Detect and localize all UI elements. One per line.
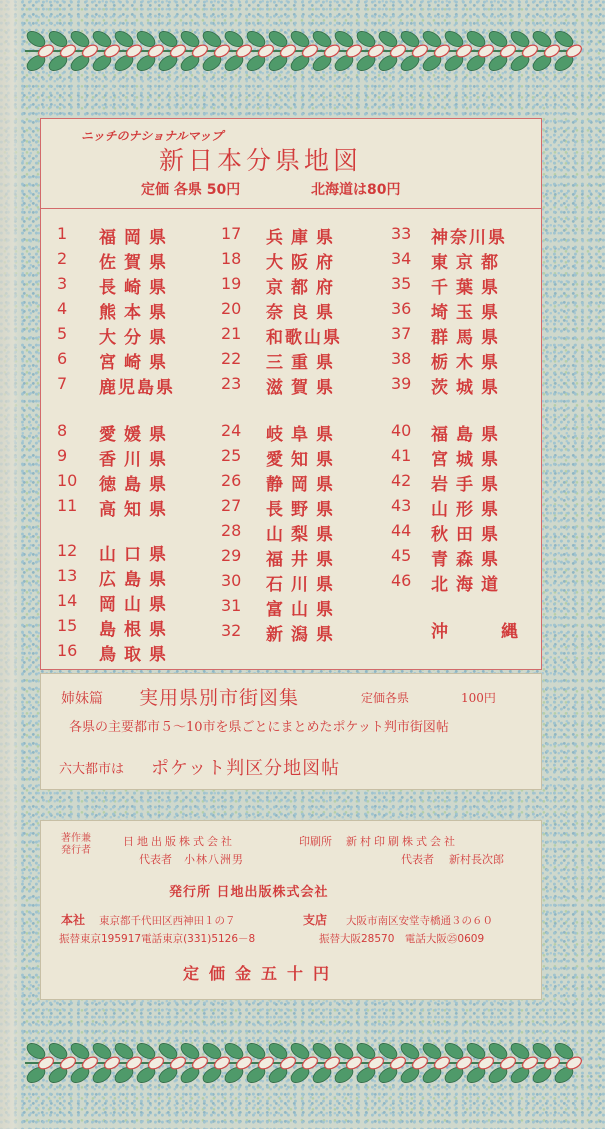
prefecture-name: 奈良県 [266, 303, 341, 323]
prefecture-name: 鹿児島県 [99, 378, 175, 398]
prefecture-name: 大阪府 [266, 253, 341, 273]
six-cities-title: ポケット判区分地図帖 [151, 758, 341, 779]
prefecture-number: 32 [221, 621, 242, 640]
prefecture-number: 11 [57, 496, 78, 515]
okinawa-char-2: 縄 [501, 622, 518, 642]
header-divider [41, 208, 541, 209]
sister-description: 各県の主要都市５～10市を県ごとにまとめたポケット判市街図帖 [69, 720, 449, 735]
prefecture-number: 36 [391, 299, 412, 318]
prefecture-name: 高知県 [99, 500, 174, 520]
prefecture-number: 17 [221, 224, 242, 243]
prefecture-number: 42 [391, 471, 412, 490]
leaf-garland-top [20, 28, 585, 74]
printer-rep-label: 代表者 [401, 853, 434, 866]
prefecture-number: 33 [391, 224, 412, 243]
prefecture-number: 6 [57, 349, 68, 368]
prefecture-number: 15 [57, 616, 78, 635]
map-title: 新日本分県地図 [159, 146, 363, 175]
prefecture-name: 宮城県 [431, 450, 506, 470]
prefecture-name: 石川県 [266, 575, 341, 595]
author-name: 日地出版株式会社 [123, 835, 235, 848]
prefecture-name: 長野県 [266, 500, 341, 520]
prefecture-number: 29 [221, 546, 242, 565]
prefecture-name: 宮崎県 [99, 353, 174, 373]
prefecture-number: 9 [57, 446, 68, 465]
prefecture-name: 東京都 [431, 253, 506, 273]
prefecture-number: 5 [57, 324, 68, 343]
prefecture-name: 山形県 [431, 500, 506, 520]
branch-label: 支店 [303, 913, 328, 927]
sister-price-label: 定価各県 [361, 691, 410, 705]
price-each-pref: 定価 各県 50円 [141, 182, 241, 198]
branch-address: 大阪市南区安堂寺橋通３の６０ [346, 915, 493, 927]
price-list-panel [40, 118, 542, 670]
author-label-2: 発行者 [61, 845, 91, 856]
prefecture-number: 4 [57, 299, 68, 318]
hokkaido-price: 北海道は80円 [311, 182, 401, 198]
prefecture-name: 神奈川県 [431, 228, 507, 248]
prefecture-name: 大分県 [99, 328, 174, 348]
prefecture-name: 兵庫県 [266, 228, 341, 248]
prefecture-number: 19 [221, 274, 242, 293]
prefecture-name: 福岡県 [99, 228, 174, 248]
prefecture-name: 千葉県 [431, 278, 506, 298]
sister-label: 姉妹篇 [61, 691, 103, 707]
branch-contact: 振替大阪28570 電話大阪㉕0609 [319, 933, 485, 945]
prefecture-name: 岡山県 [99, 595, 174, 615]
prefecture-name: 静岡県 [266, 475, 341, 495]
prefecture-number: 1 [57, 224, 68, 243]
prefecture-name: 秋田県 [431, 525, 506, 545]
prefecture-name: 青森県 [431, 550, 506, 570]
printer-name: 新村印刷株式会社 [346, 835, 458, 848]
prefecture-number: 23 [221, 374, 242, 393]
prefecture-name: 広島県 [99, 570, 174, 590]
paper-edge [0, 0, 22, 1129]
prefecture-number: 21 [221, 324, 242, 343]
prefecture-number: 26 [221, 471, 242, 490]
prefecture-name: 福井県 [266, 550, 341, 570]
prefecture-number: 8 [57, 421, 68, 440]
prefecture-name: 岐阜県 [266, 425, 341, 445]
author-rep: 小林八洲男 [184, 853, 244, 866]
prefecture-number: 18 [221, 249, 242, 268]
leaf-garland-bottom [20, 1040, 585, 1086]
prefecture-number: 20 [221, 299, 242, 318]
prefecture-name: 新潟県 [266, 625, 341, 645]
prefecture-name: 徳島県 [99, 475, 174, 495]
prefecture-name: 愛知県 [266, 450, 341, 470]
series-name: ニッチのナショナルマップ [81, 129, 223, 143]
prefecture-name: 岩手県 [431, 475, 506, 495]
prefecture-name: 富山県 [266, 600, 341, 620]
prefecture-name: 鳥取県 [99, 645, 174, 665]
fixed-price: 定価金五十円 [183, 964, 340, 983]
six-cities-prefix: 六大都市は [59, 762, 125, 777]
prefecture-number: 27 [221, 496, 242, 515]
prefecture-number: 40 [391, 421, 412, 440]
prefecture-name: 北海道 [431, 575, 506, 595]
prefecture-number: 35 [391, 274, 412, 293]
prefecture-name: 京都府 [266, 278, 341, 298]
prefecture-name: 熊本県 [99, 303, 174, 323]
prefecture-number: 25 [221, 446, 242, 465]
prefecture-number: 44 [391, 521, 412, 540]
prefecture-number: 3 [57, 274, 68, 293]
prefecture-name: 愛媛県 [99, 425, 174, 445]
prefecture-name: 長崎県 [99, 278, 174, 298]
prefecture-name: 滋賀県 [266, 378, 341, 398]
prefecture-name: 和歌山県 [266, 328, 342, 348]
hq-address: 東京都千代田区西神田１の７ [99, 915, 236, 927]
prefecture-number: 39 [391, 374, 412, 393]
prefecture-number: 2 [57, 249, 68, 268]
sister-edition-panel [40, 673, 542, 790]
prefecture-number: 45 [391, 546, 412, 565]
prefecture-number: 37 [391, 324, 412, 343]
prefecture-name: 群馬県 [431, 328, 506, 348]
prefecture-number: 24 [221, 421, 242, 440]
prefecture-number: 28 [221, 521, 242, 540]
prefecture-number: 31 [221, 596, 242, 615]
prefecture-number: 30 [221, 571, 242, 590]
prefecture-number: 41 [391, 446, 412, 465]
prefecture-number: 46 [391, 571, 412, 590]
prefecture-name: 山梨県 [266, 525, 341, 545]
prefecture-number: 38 [391, 349, 412, 368]
prefecture-name: 山口県 [99, 545, 174, 565]
prefecture-name: 茨城県 [431, 378, 506, 398]
sister-title: 実用県別市街図集 [139, 687, 300, 709]
prefecture-number: 13 [57, 566, 78, 585]
prefecture-number: 14 [57, 591, 78, 610]
prefecture-name: 埼玉県 [431, 303, 506, 323]
author-label-1: 著作兼 [61, 833, 91, 844]
prefecture-name: 佐賀県 [99, 253, 174, 273]
prefecture-number: 34 [391, 249, 412, 268]
sister-price: 100円 [461, 691, 496, 705]
prefecture-name: 福島県 [431, 425, 506, 445]
author-rep-label: 代表者 [139, 853, 172, 866]
publisher-line: 発行所 日地出版株式会社 [169, 885, 329, 900]
prefecture-name: 島根県 [99, 620, 174, 640]
hq-label: 本社 [61, 913, 86, 927]
prefecture-name: 香川県 [99, 450, 174, 470]
prefecture-number: 10 [57, 471, 78, 490]
prefecture-name: 三重県 [266, 353, 341, 373]
printer-rep: 新村長次郎 [449, 853, 504, 866]
prefecture-number: 7 [57, 374, 68, 393]
hq-contact: 振替東京195917電話東京(331)5126－8 [59, 933, 256, 945]
prefecture-number: 12 [57, 541, 78, 560]
okinawa-char-1: 沖 [431, 622, 448, 642]
publisher-panel [40, 820, 542, 1000]
prefecture-number: 16 [57, 641, 78, 660]
prefecture-number: 43 [391, 496, 412, 515]
printer-label: 印刷所 [299, 835, 332, 848]
prefecture-name: 栃木県 [431, 353, 506, 373]
prefecture-number: 22 [221, 349, 242, 368]
